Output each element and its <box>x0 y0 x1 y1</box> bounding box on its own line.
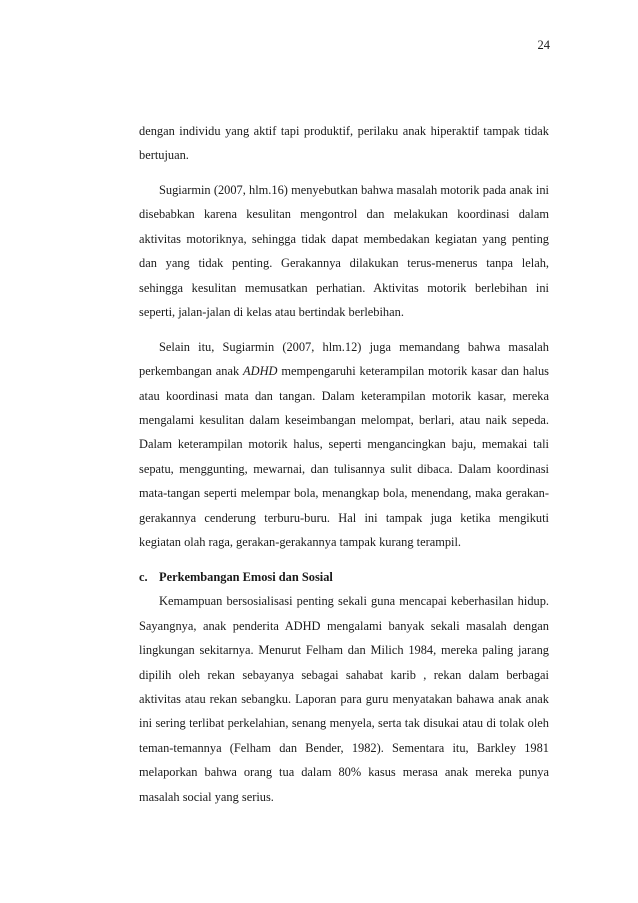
adhd-italic-term: ADHD <box>243 364 278 379</box>
paragraph-motorik: Sugiarmin (2007, hlm.16) menyebutkan bahwa masalah motorik pada anak ini disebabkan karena kesulitan mengontrol dan melakukan koordinasi dalam aktivitas motoriknya, sehingga tidak dapat membedakan kegiatan yang penting dan yang tidak penting. Gerakannya dilakukan terus-menerus tanpa lelah, sehingga kesulitan memusatkan perhatian. Aktivitas motorik berlebihan ini seperti, jalan-jalan di kelas atau bertindak berlebihan. <box>139 182 549 320</box>
section-letter: c. <box>139 569 148 584</box>
paragraph-sosial: Kemampuan bersosialisasi penting sekali guna mencapai keberhasilan hidup. Sayangnya, anak penderita ADHD mengalami banyak sekali masalah dengan lingkungan sekitarnya. Menurut Felham dan Milich 1984, mereka paling jarang dipilih oleh rekan sebayanya sebagai sahabat karib , rekan dalam berbagai aktivitas atau rekan sebangku. Laporan para guru menyatakan bahawa anak anak ini sering terlibat perkelahian, senang menyela, serta tak disukai atau di tolak oleh teman-temannya (Felham dan Bender, 1982). Sementara itu, Barkley 1981 melaporkan bahwa orang tua dalam 80% kasus merasa anak mereka punya masalah social yang serius. <box>139 594 549 804</box>
document-body <box>139 119 549 809</box>
paragraph-text-2: mempengaruhi keterampilan motorik kasar dan halus atau koordinasi mata dan tangan. Dalam keterampilan motorik kasar, mereka mengalami kesulitan dalam keseimbangan melompat, berlari, atau naik sepeda. Dalam keterampilan motorik halus, seperti mengancingkan baju, memakai tali sepatu, menggunting, mewarnai, dan tulisannya sulit dibaca. Dalam koordinasi mata-tangan seperti melempar bola, menangkap bola, menendang, maka gerakan-gerakannya cenderung terburu-buru. Hal ini tampak juga ketika mengikuti kegiatan olah raga, gerakan-gerakannya tampak kurang terampil. <box>139 364 550 550</box>
paragraph-text-1: Selain itu, Sugiarmin (2007, hlm.12) juga memandang bahwa masalah perkembangan anak <box>139 339 549 379</box>
page-number: 24 <box>537 38 550 52</box>
section-title: Perkembangan Emosi dan Sosial <box>159 569 333 584</box>
paragraph-perkembangan-motorik <box>139 335 549 555</box>
paragraph-continuation: dengan individu yang aktif tapi produktif, perilaku anak hiperaktif tampak tidak bertujuan. <box>139 124 549 163</box>
section-heading <box>139 565 549 589</box>
